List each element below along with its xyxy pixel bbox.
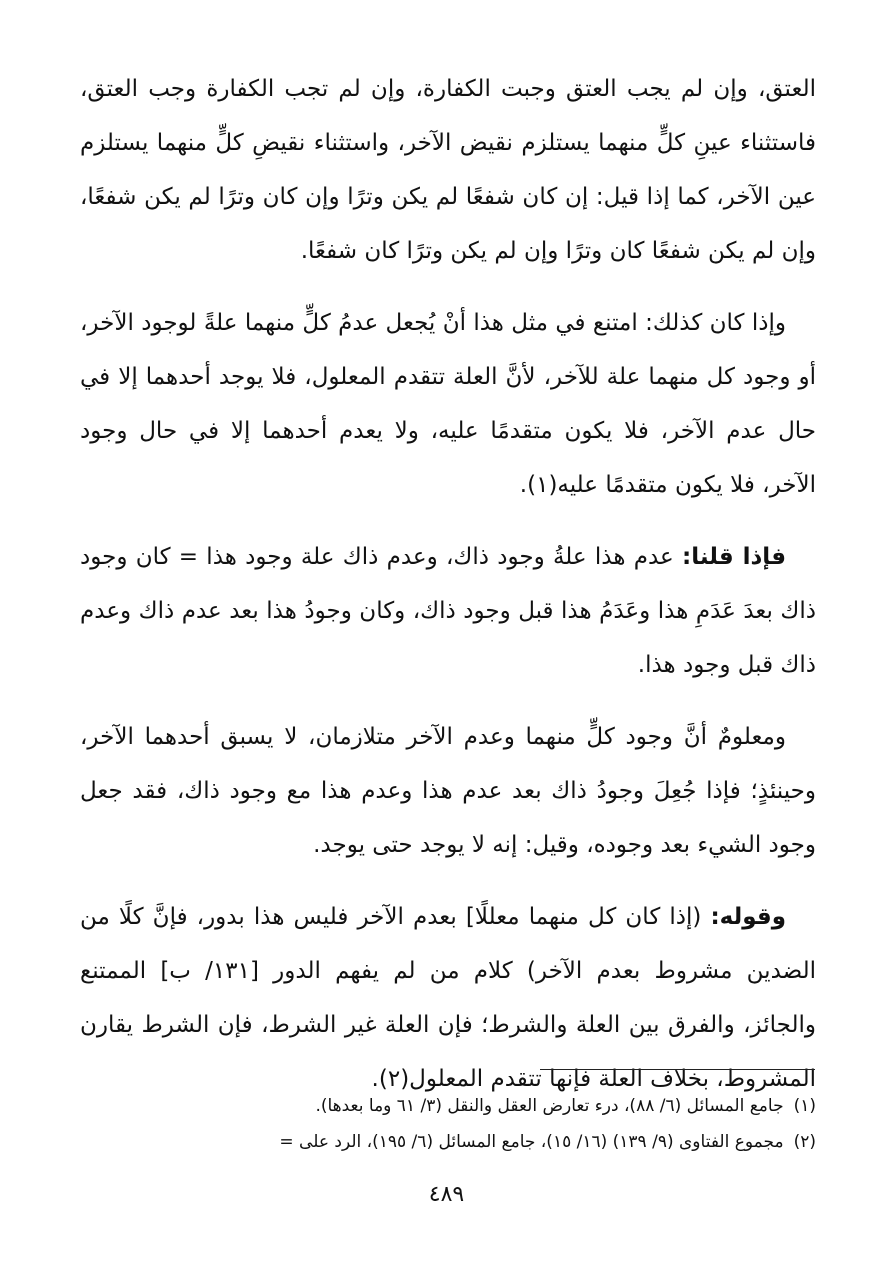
paragraph-3: [80, 530, 816, 692]
paragraph-4-text: ومعلومٌ أنَّ وجود كلٍّ منهما وعدم الآخر متلازمان، لا يسبق أحدهما الآخر، وحينئذٍ؛ فإذا جُعِلَ وجودُ ذاك بعد عدم هذا وعدم هذا مع وجود ذاك، فقد جعل وجود الشيء بعد وجوده، وقيل: إنه لا يوجد حتى يوجد.: [80, 724, 816, 858]
footnote-2: [80, 1124, 816, 1160]
paragraph-5-lead: وقوله:: [710, 904, 786, 930]
paragraph-5: [80, 890, 816, 1106]
paragraph-4: [80, 710, 816, 872]
paragraph-1: [80, 62, 816, 278]
main-text: [80, 62, 816, 1124]
footnote-divider: [540, 1069, 815, 1070]
footnote-2-text: مجموع الفتاوى (٩/ ١٣٩) (١٦/ ١٥)، جامع المسائل (٦/ ١٩٥)، الرد على =: [279, 1132, 784, 1152]
footnote-1-number: (١): [793, 1096, 816, 1116]
footnote-1: [80, 1088, 816, 1124]
paragraph-2-text: وإذا كان كذلك: امتنع في مثل هذا أنْ يُجعل عدمُ كلٍّ منهما علةً لوجود الآخر، أو وجود كل منهما علة للآخر، لأنَّ العلة تتقدم المعلول، فلا يوجد أحدهما إلا في حال عدم الآخر، فلا يكون متقدمًا عليه، ولا يعدم أحدهما إلا في حال وجود الآخر، فلا يكون متقدمًا عليه(١).: [80, 310, 816, 498]
page-number: ٤٨٩: [428, 1182, 465, 1207]
footnotes: [80, 1088, 816, 1160]
footnote-1-text: جامع المسائل (٦/ ٨٨)، درء تعارض العقل والنقل (٣/ ٦١ وما بعدها).: [315, 1096, 784, 1116]
paragraph-3-lead: فإذا قلنا:: [682, 544, 786, 570]
paragraph-2: [80, 296, 816, 512]
paragraph-3-text: عدم هذا علةُ وجود ذاك، وعدم ذاك علة وجود هذا = كان وجود ذاك بعدَ عَدَمِ هذا وعَدَمُ هذا قبل وجود ذاك، وكان وجودُ هذا بعد عدم ذاك وعدم ذاك قبل وجود هذا.: [80, 544, 816, 678]
paragraph-5-text: (إذا كان كل منهما معللًا] بعدم الآخر فليس هذا بدور، فإنَّ كلًا من الضدين مشروط بعدم الآخر) كلام من لم يفهم الدور [١٣١/ ب] الممتنع والجائز، والفرق بين العلة والشرط؛ فإن العلة غير الشرط، فإن الشرط يقارن المشروط، بخلاف العلة فإنها تتقدم المعلول(٢).: [80, 904, 816, 1092]
paragraph-1-text: العتق، وإن لم يجب العتق وجبت الكفارة، وإن لم تجب الكفارة وجب العتق، فاستثناء عينِ كلٍّ منهما يستلزم نقيض الآخر، واستثناء نقيضِ كلٍّ منهما يستلزم عين الآخر، كما إذا قيل: إن كان شفعًا لم يكن وترًا وإن كان وترًا لم يكن شفعًا، وإن لم يكن شفعًا كان وترًا وإن لم يكن وترًا كان شفعًا.: [80, 76, 816, 264]
footnote-2-number: (٢): [793, 1132, 816, 1152]
